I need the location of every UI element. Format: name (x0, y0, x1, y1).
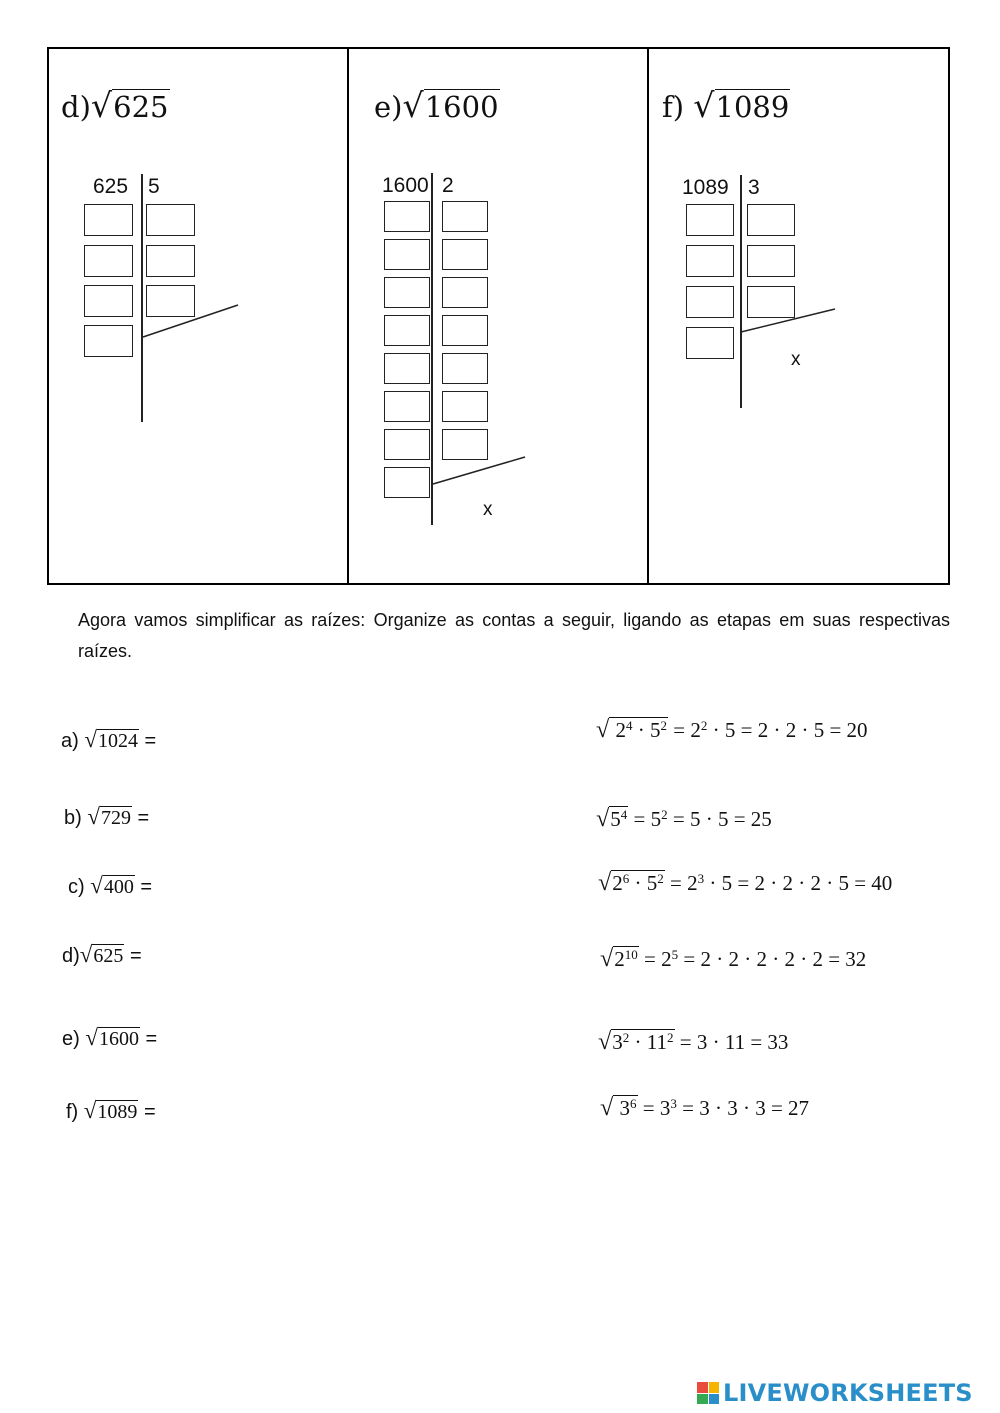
result-line (143, 305, 238, 337)
step-option-33[interactable]: $√3^2 \cdot 11^2 = 3 \cdot 11 = 33$ (598, 1028, 789, 1055)
brand-name: LIVEWORKSHEETS (723, 1379, 973, 1407)
panel-d-dividend: 625 (93, 175, 129, 198)
step-option-40[interactable]: $√2^6 \cdot 5^2 = 2^3 \cdot 5 = 2 \cdot 2 \cdot 2 \cdot 5 = 40$ (598, 869, 893, 896)
panel-e-divisor: 2 (442, 174, 454, 197)
result-line (433, 457, 525, 484)
panel-d-divisor: 5 (148, 175, 160, 198)
problem-a[interactable]: a) √1024 = (61, 727, 157, 752)
step-option-20[interactable]: √ $2^4 \cdot 5^2 = 2^2 \cdot 5 = 2 \cdot 2 \cdot 5 = 20$ (596, 716, 868, 743)
step-option-25[interactable]: $√5^4 = 5^2 = 5 \cdot 5 = 25$ (596, 805, 772, 832)
panel-f-dividend: 1089 (682, 176, 729, 199)
instructions: Agora vamos simplificar as raízes: Organize as contas a seguir, ligando as etapas em suas respectivas raízes. (78, 610, 950, 661)
problem-e[interactable]: e) √1600 = (62, 1025, 158, 1050)
result-line (741, 309, 835, 332)
step-option-27[interactable]: √ $3^6 = 3^3 = 3 \cdot 3 \cdot 3 = 27$ (600, 1094, 810, 1121)
panel-e-dividend: 1600 (382, 174, 429, 197)
panel-d-title: d)√625 (61, 86, 169, 125)
panel-f-title: f) √1089 (662, 86, 790, 125)
problem-b[interactable]: b) √729 = (64, 804, 150, 829)
problem-f[interactable]: f) √1089 = (66, 1098, 156, 1123)
result-mark: x (483, 499, 493, 520)
problem-c[interactable]: c) √400 = (68, 873, 153, 898)
problem-d[interactable]: d)√625 = (62, 942, 142, 967)
panel-e-title: e)√1600 (374, 86, 499, 125)
step-option-32[interactable]: $√2^{10} = 2^5 = 2 \cdot 2 \cdot 2 \cdot 2 \cdot 2 = 32$ (600, 945, 867, 972)
brand-icon (697, 1382, 719, 1404)
panel-f-divisor: 3 (748, 176, 760, 199)
result-mark: x (791, 349, 801, 370)
brand-logo[interactable] (697, 1378, 973, 1408)
result-lines (0, 0, 1000, 600)
